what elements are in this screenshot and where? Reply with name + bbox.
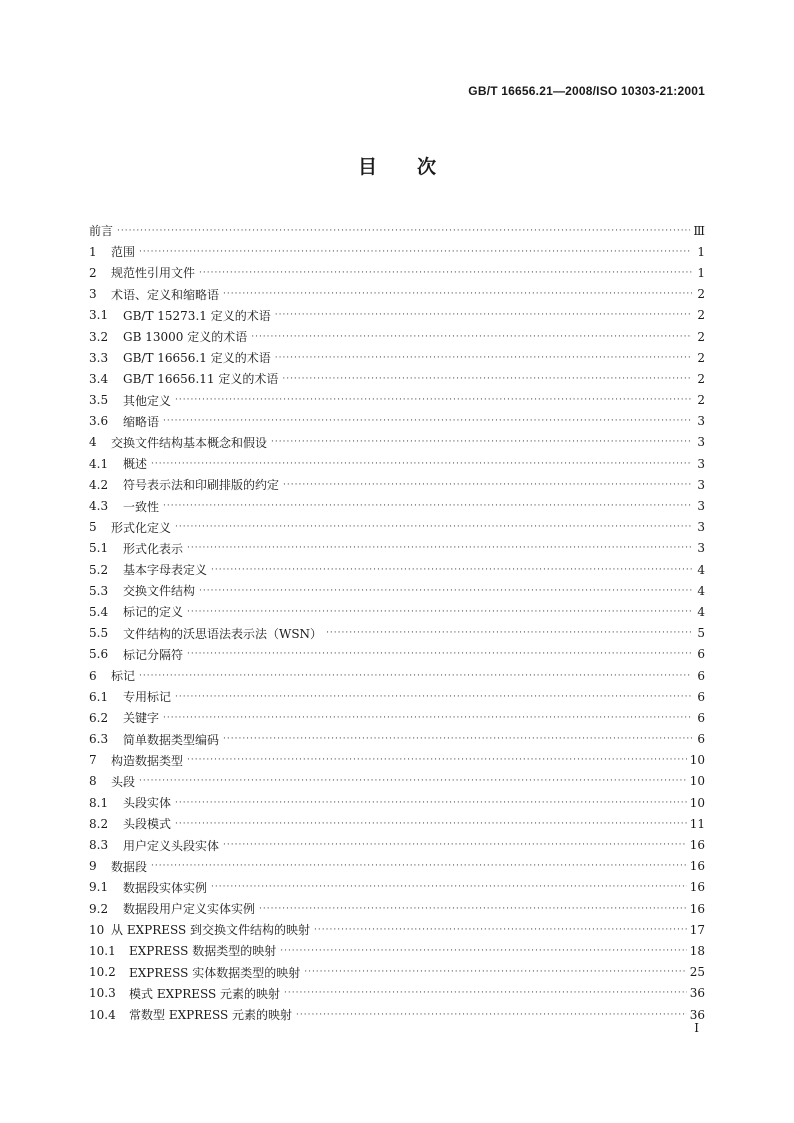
toc-entry-number: 10.3 [89,986,116,1001]
toc-leader-dots [280,946,687,956]
toc-entry-page: 2 [697,371,705,386]
toc-entry-page: 4 [697,604,705,619]
toc-entry-label: 文件结构的沃思语法表示法（WSN） [123,626,323,641]
toc-entry[interactable] [89,856,705,877]
toc-leader-dots [296,1010,687,1020]
toc-entry-page: 2 [697,308,705,323]
toc-entry-page: Ⅲ [693,223,705,238]
toc-entry-label: EXPRESS 数据类型的映射 [129,944,277,959]
toc-entry-page: 1 [697,265,705,280]
toc-entry-label: 形式化表示 [123,541,184,556]
toc-entry-label: 头段模式 [123,817,172,832]
toc-leader-dots [284,988,687,998]
toc-entry-number: 10.4 [89,1007,116,1022]
toc-entry[interactable] [89,898,705,919]
toc-entry-page: 6 [697,668,705,683]
toc-leader-dots [211,882,687,892]
toc-entry-label: 基本字母表定义 [123,563,208,578]
toc-entry-page: 18 [689,943,705,958]
toc-entry-number: 9 [89,859,97,874]
toc-entry-label: 用户定义头段实体 [123,838,220,853]
toc-entry-number: 2 [89,265,97,280]
toc-entry-number: 3.4 [89,371,109,386]
toc-leader-dots [282,374,692,384]
toc-entry[interactable] [89,241,705,262]
page-title: 目次 [357,156,476,178]
toc-entry-label: 构造数据类型 [111,753,184,768]
toc-entry-label: GB/T 16656.1 定义的术语 [123,351,271,366]
toc-leader-dots [251,332,692,342]
toc-entry-label: 范围 [111,245,136,260]
toc-entry[interactable] [89,474,705,495]
toc-leader-dots [175,692,692,702]
toc-entry[interactable] [89,877,705,898]
toc-entry-label: 专用标记 [123,690,172,705]
toc-entry-number: 1 [89,244,97,259]
toc-entry-page: 6 [697,647,705,662]
toc-entry-page: 25 [689,965,705,980]
toc-entry[interactable] [89,538,705,559]
toc-entry-page: 2 [697,287,705,302]
toc-entry[interactable] [89,305,705,326]
toc-entry[interactable] [89,813,705,834]
toc-leader-dots [223,289,692,299]
toc-entry-number: 10.2 [89,965,116,980]
toc-leader-dots [211,565,692,575]
toc-entry-page: 10 [689,774,705,789]
toc-entry[interactable] [89,453,705,474]
toc-entry[interactable] [89,707,705,728]
toc-entry-label: EXPRESS 实体数据类型的映射 [129,965,301,980]
toc-entry-label: 头段实体 [123,796,172,811]
toc-entry-number: 4.2 [89,477,109,492]
toc-entry-number: 5.5 [89,626,109,641]
toc-leader-dots [163,501,692,511]
toc-entry-page: 16 [689,880,705,895]
toc-entry[interactable] [89,262,705,283]
toc-leader-dots [175,522,692,532]
toc-leader-dots [163,713,692,723]
toc-leader-dots [175,395,692,405]
toc-entry-number: 4.3 [89,499,109,514]
toc-leader-dots [326,628,692,638]
toc-entry-number: 3.1 [89,308,109,323]
toc-entry-number: 7 [89,753,97,768]
toc-entry-number: 5.6 [89,647,109,662]
toc-entry-page: 16 [689,859,705,874]
toc-entry-page: 17 [689,922,705,937]
toc-leader-dots [139,247,692,257]
toc-entry-page: 10 [689,795,705,810]
toc-entry-page: 3 [697,414,705,429]
toc-leader-dots [175,798,687,808]
toc-leader-dots [187,607,692,617]
toc-entry-label: 标记 [111,669,136,684]
toc-entry-number: 10.1 [89,943,116,958]
toc-entry-page: 2 [697,393,705,408]
toc-entry-page: 36 [689,1007,705,1022]
toc-entry-number: 6 [89,668,97,683]
toc-entry[interactable] [89,347,705,368]
toc-leader-dots [163,416,692,426]
toc-leader-dots [187,649,692,659]
toc-entry[interactable] [89,623,705,644]
toc-entry[interactable] [89,411,705,432]
toc-entry-label: 规范性引用文件 [111,266,196,281]
toc-entry-page: 5 [697,626,705,641]
toc-entry-label: 从 EXPRESS 到交换文件结构的映射 [111,923,311,938]
toc-entry[interactable] [89,919,705,940]
toc-entry-number: 9.1 [89,880,109,895]
toc-entry-number: 8 [89,774,97,789]
toc-entry-label: 数据段实体实例 [123,880,208,895]
toc-leader-dots [223,734,692,744]
toc-entry[interactable] [89,368,705,389]
toc-entry-label: 头段 [111,774,136,789]
toc-entry[interactable] [89,220,705,241]
toc-entry-number: 3 [89,287,97,302]
toc-entry-number: 3.6 [89,414,109,429]
toc-entry[interactable] [89,644,705,665]
toc-entry-number: 4.1 [89,456,109,471]
toc-entry-page: 6 [697,732,705,747]
toc-entry-number: 6.1 [89,689,109,704]
toc-entry-label: 常数型 EXPRESS 元素的映射 [129,1008,293,1023]
toc-entry[interactable] [89,432,705,453]
toc-entry[interactable] [89,580,705,601]
toc-leader-dots [283,480,692,490]
toc-entry-label: 简单数据类型编码 [123,732,220,747]
toc-entry-page: 6 [697,710,705,725]
toc-entry-number: 8.3 [89,838,109,853]
toc-leader-dots [187,755,687,765]
toc-entry-page: 1 [697,244,705,259]
toc-entry[interactable] [89,983,705,1004]
toc-entry[interactable] [89,495,705,516]
toc-entry-page: 10 [689,753,705,768]
toc-leader-dots [199,586,692,596]
toc-leader-dots [259,904,687,914]
toc-entry-page: 36 [689,986,705,1001]
toc-entry-page: 16 [689,838,705,853]
toc-entry-label: GB/T 16656.11 定义的术语 [123,372,279,387]
toc-entry[interactable] [89,686,705,707]
toc-entry-label: 标记的定义 [123,605,184,620]
toc-entry-label: 形式化定义 [111,520,172,535]
toc-entry-number: 3.5 [89,393,109,408]
toc-entry-page: 4 [697,583,705,598]
toc-leader-dots [151,459,692,469]
toc-entry-number: 5 [89,520,97,535]
toc-entry-label: 交换文件结构 [123,584,196,599]
toc-entry[interactable] [89,326,705,347]
toc-entry[interactable] [89,771,705,792]
toc-entry[interactable] [89,962,705,983]
toc-leader-dots [139,776,687,786]
toc-leader-dots [304,967,687,977]
toc-entry[interactable] [89,792,705,813]
toc-entry-label: 标记分隔符 [123,647,184,662]
toc-entry-label: GB 13000 定义的术语 [123,330,248,345]
toc-entry-page: 4 [697,562,705,577]
toc-entry-number: 4 [89,435,97,450]
toc-entry[interactable] [89,834,705,855]
toc-entry-page: 3 [697,520,705,535]
toc-entry[interactable] [89,729,705,750]
toc-entry[interactable] [89,665,705,686]
toc-entry-label: GB/T 15273.1 定义的术语 [123,308,271,323]
toc-entry-label: 概述 [123,457,148,472]
toc-entry-page: 3 [697,456,705,471]
toc-entry-label: 其他定义 [123,393,172,408]
toc-entry-number: 8.2 [89,816,109,831]
toc-entry-label: 术语、定义和缩略语 [111,287,220,302]
toc-leader-dots [175,819,687,829]
toc-entry-number: 8.1 [89,795,109,810]
toc-entry[interactable] [89,750,705,771]
toc-entry-label: 交换文件结构基本概念和假设 [111,435,268,450]
toc-leader-dots [275,310,692,320]
toc-entry[interactable] [89,284,705,305]
toc-leader-dots [187,543,692,553]
toc-entry-page: 3 [697,499,705,514]
toc-entry-label: 模式 EXPRESS 元素的映射 [129,986,281,1001]
toc-entry-page: 16 [689,901,705,916]
toc-leader-dots [117,226,690,236]
toc-entry-number: 3.3 [89,350,109,365]
toc-entry-number: 3.2 [89,329,109,344]
toc-entry[interactable] [89,940,705,961]
toc-entry-number: 6.3 [89,732,109,747]
toc-entry-label: 关键字 [123,711,160,726]
toc-entry-label: 数据段用户定义实体实例 [123,902,256,917]
toc-entry-page: 6 [697,689,705,704]
toc-entry-page: 3 [697,435,705,450]
toc-entry[interactable] [89,601,705,622]
page-number: I [694,1021,699,1035]
toc-entry-label: 符号表示法和印刷排版的约定 [123,478,280,493]
toc-entry-page: 11 [689,816,705,831]
toc-entry[interactable] [89,559,705,580]
toc-entry-label: 一致性 [123,499,160,514]
toc-entry-page: 2 [697,329,705,344]
toc-entry[interactable] [89,390,705,411]
toc-entry-number: 10 [89,922,105,937]
toc-entry-label: 数据段 [111,859,148,874]
toc-entry-number: 9.2 [89,901,109,916]
toc-leader-dots [139,671,692,681]
toc-entry-page: 2 [697,350,705,365]
toc-leader-dots [314,925,687,935]
toc-entry-number: 5.3 [89,583,109,598]
toc-entry-number: 5.1 [89,541,109,556]
toc-leader-dots [223,840,687,850]
toc-entry-number: 5.4 [89,604,109,619]
table-of-contents [89,220,705,1025]
toc-leader-dots [275,353,692,363]
toc-entry-number: 5.2 [89,562,109,577]
standard-code-header: GB/T 16656.21—2008/ISO 10303-21:2001 [468,84,705,98]
toc-entry-number: 6.2 [89,710,109,725]
toc-entry-label: 缩略语 [123,414,160,429]
toc-entry-page: 3 [697,541,705,556]
toc-entry[interactable] [89,517,705,538]
toc-entry-page: 3 [697,477,705,492]
toc-entry[interactable] [89,1004,705,1025]
toc-leader-dots [199,268,692,278]
toc-entry-label: 前言 [89,224,114,239]
toc-leader-dots [271,437,692,447]
toc-leader-dots [151,861,687,871]
